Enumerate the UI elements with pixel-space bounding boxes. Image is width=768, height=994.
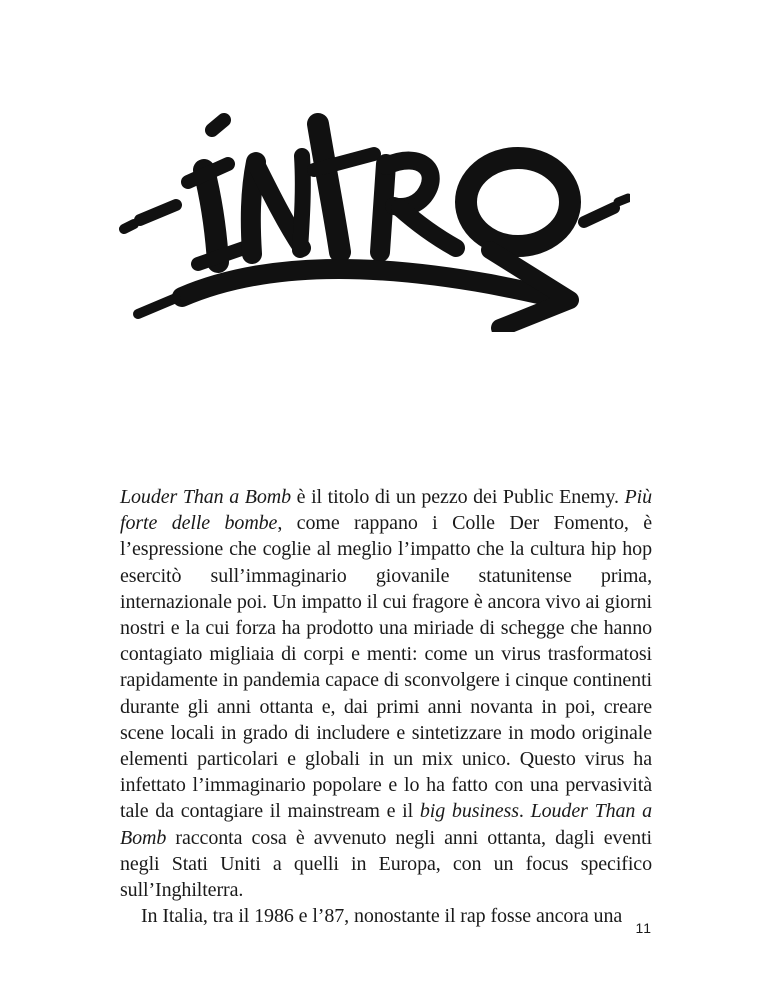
italic-title-text: Louder Than a Bomb <box>120 486 292 508</box>
body-text-segment: In Italia, tra il 1986 e l’87, nonostante il rap fosse ancora una <box>141 905 623 928</box>
body-text-segment: è il titolo di un pezzo dei Public Enemy. <box>291 486 625 508</box>
italic-title-text: big business <box>419 800 519 823</box>
italic-title-text: Più forte delle bombe <box>120 486 652 535</box>
page-number: 11 <box>635 920 652 936</box>
body-text-segment: , come rappano i Colle Der Fomento, è l’espressione che coglie al meglio l’impatto che la cultura hip hop esercitò sull’immaginario giovanile statunitense prima, internazionale poi. Un impatto il cui fragore è ancora vivo ai giorni nostri e la cui forza ha prodotto una miriade di schegge che hanno contagiato migliaia di corpi e menti: come un virus trasformatosi rapidamente in pandemia capace di sconvolgere i cinque continenti durante gli anni ottanta e, dai primi anni novanta in poi, creare scene locali in grado di includere e sintetizzare in modo originale elementi particolari e globali in un mix unico. Questo virus ha infettato l’immaginario popolare e lo ha fatto con una pervasività tale da contagiare il mainstream e il <box>120 512 652 823</box>
graffiti-intro-logo-icon <box>118 92 630 332</box>
body-text-segment: racconta cosa è avvenuto negli anni ottanta, dagli eventi negli Stati Uniti a quelli in Europa, con un focus specifico sull’Inghilterra. <box>120 826 652 902</box>
paragraph <box>120 484 652 903</box>
intro-graffiti-logo <box>118 92 630 332</box>
paragraph <box>120 903 652 929</box>
chapter-body-text <box>120 484 652 929</box>
body-text-segment: . <box>518 800 531 823</box>
italic-title-text: Louder Than a Bomb <box>120 800 652 849</box>
